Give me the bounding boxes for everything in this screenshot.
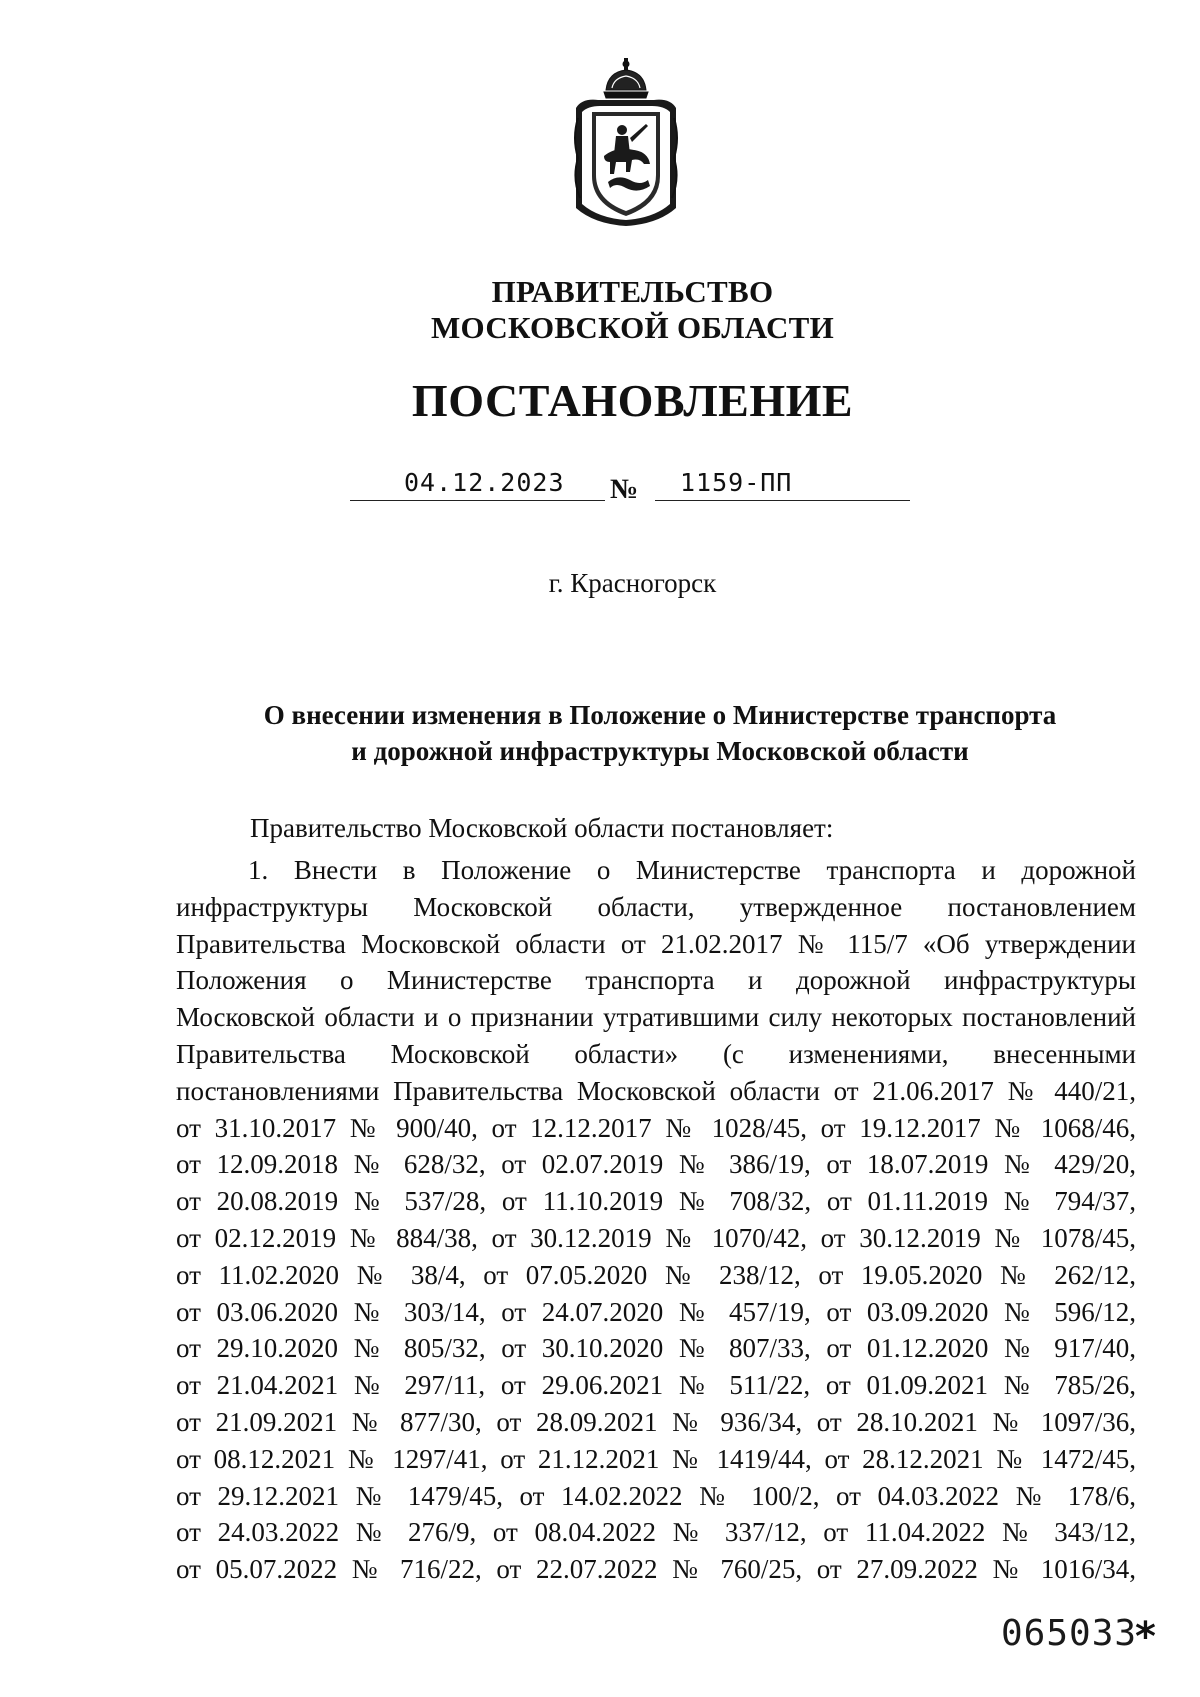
paragraph-line: от 12.09.2018 № 628/32, от 02.07.2019 № 386/19, от 18.07.2019 № 429/20,	[176, 1149, 1136, 1180]
org-name-line2: МОСКОВСКОЙ ОБЛАСТИ	[430, 310, 835, 345]
paragraph-line: Правительства Московской области» (с изменениями, внесенными	[176, 1038, 1136, 1069]
paragraph-line: от 31.10.2017 № 900/40, от 12.12.2017 № 1028/45, от 19.12.2017 № 1068/46,	[176, 1112, 1136, 1143]
paragraph-line: 1. Внести в Положение о Министерстве транспорта и дорожной	[248, 855, 1136, 885]
serial-number-stamp: 065033	[1001, 1613, 1138, 1654]
paragraph-line: от 21.04.2021 № 297/11, от 29.06.2021 № 511/22, от 01.09.2021 № 785/26,	[176, 1370, 1136, 1401]
paragraph-line: от 29.12.2021 № 1479/45, от 14.02.2022 № 100/2, от 04.03.2022 № 178/6,	[176, 1480, 1136, 1511]
paragraph-line: Московской области и о признании утратившими силу некоторых постановлений	[176, 1002, 1136, 1033]
paragraph-line: от 29.10.2020 № 805/32, от 30.10.2020 № 807/33, от 01.12.2020 № 917/40,	[176, 1333, 1136, 1364]
paragraph-line: от 05.07.2022 № 716/22, от 22.07.2022 № 760/25, от 27.09.2022 № 1016/34,	[176, 1554, 1136, 1585]
number-sign: №	[610, 474, 639, 505]
intro-sentence: Правительство Московской области постановляет:	[250, 813, 834, 843]
document-title-line1: О внесении изменения в Положение о Министерстве транспорта	[263, 700, 1057, 730]
document-title-line2: и дорожной инфраструктуры Московской области	[351, 736, 969, 766]
date-underline	[350, 500, 605, 501]
paragraph-1	[176, 852, 1136, 1588]
paragraph-line: от 02.12.2019 № 884/38, от 30.12.2019 № 1070/42, от 30.12.2019 № 1078/45,	[176, 1222, 1136, 1253]
paragraph-line: постановлениями Правительства Московской области от 21.06.2017 № 440/21,	[176, 1075, 1136, 1106]
coat-of-arms-icon	[568, 58, 684, 228]
number-underline	[655, 500, 910, 501]
document-type-heading: ПОСТАНОВЛЕНИЕ	[411, 375, 854, 426]
paragraph-line: от 21.09.2021 № 877/30, от 28.09.2021 № 936/34, от 28.10.2021 № 1097/36,	[176, 1406, 1136, 1437]
document-date: 04.12.2023	[404, 468, 565, 497]
serial-asterisk-mark: *	[1135, 1614, 1156, 1660]
paragraph-line: от 20.08.2019 № 537/28, от 11.10.2019 № 708/32, от 01.11.2019 № 794/37,	[176, 1186, 1136, 1217]
paragraph-line: Правительства Московской области от 21.02.2017 № 115/7 «Об утверждении	[176, 928, 1136, 959]
city-name: г. Красногорск	[548, 568, 717, 598]
paragraph-line: от 11.02.2020 № 38/4, от 07.05.2020 № 238/12, от 19.05.2020 № 262/12,	[176, 1259, 1136, 1290]
paragraph-line: от 24.03.2022 № 276/9, от 08.04.2022 № 337/12, от 11.04.2022 № 343/12,	[176, 1517, 1136, 1548]
paragraph-line: Положения о Министерстве транспорта и дорожной инфраструктуры	[176, 965, 1136, 996]
paragraph-line: от 08.12.2021 № 1297/41, от 21.12.2021 № 1419/44, от 28.12.2021 № 1472/45,	[176, 1443, 1136, 1474]
paragraph-line: инфраструктуры Московской области, утвержденное постановлением	[176, 891, 1136, 922]
org-name-line1: ПРАВИТЕЛЬСТВО	[491, 274, 774, 309]
paragraph-line: от 03.06.2020 № 303/14, от 24.07.2020 № 457/19, от 03.09.2020 № 596/12,	[176, 1296, 1136, 1327]
document-number: 1159-ПП	[680, 468, 793, 497]
